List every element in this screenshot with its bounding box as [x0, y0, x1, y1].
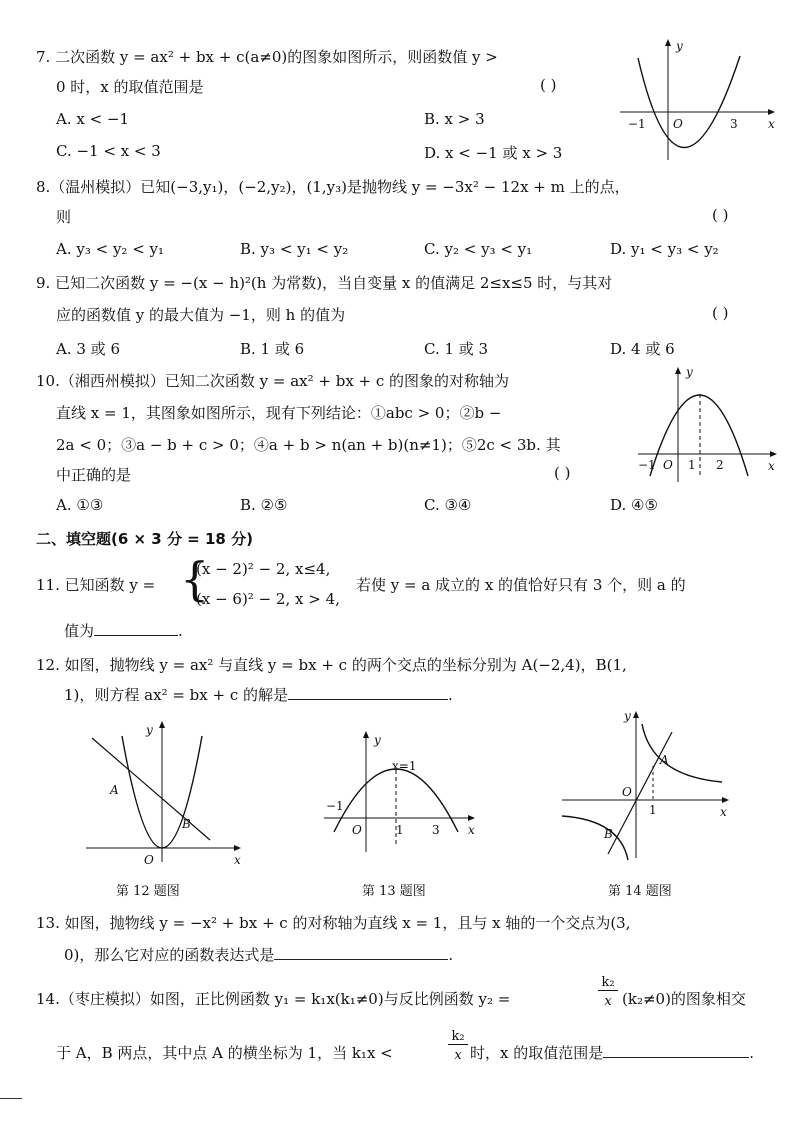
- q12-answer-blank[interactable]: [288, 684, 448, 700]
- q13-line1: 13. 如图，抛物线 y = −x² + bx + c 的对称轴为直线 x = 1，且与 x 轴的一个交点为(3,: [36, 914, 631, 932]
- q8-line1: 8.（温州模拟）已知(−3,y₁)，(−2,y₂)，(1,y₃)是抛物线 y = −3x² − 12x + m 上的点，: [36, 178, 630, 196]
- q14-fraction2-numerator: k₂: [448, 1030, 468, 1045]
- q8-option-d: D. y₁ < y₃ < y₂: [610, 240, 719, 258]
- q13-tick-minus1: −1: [326, 799, 344, 813]
- q14-line2b: 时，x 的取值范围是: [470, 1044, 604, 1062]
- q13-figure: [322, 726, 486, 860]
- q10-x-label: x: [768, 459, 775, 473]
- q7-line2: 0 时，x 的取值范围是: [56, 78, 204, 96]
- section-fill-in-title: 二、填空题(6 × 3 分 = 18 分): [36, 530, 253, 548]
- q7-answer-paren: ( ): [540, 76, 557, 94]
- q9-option-c: C. 1 或 3: [424, 340, 489, 358]
- q13-y-label: y: [374, 733, 381, 747]
- q13-figure-caption: 第 13 题图: [362, 884, 426, 899]
- q8-option-b: B. y₃ < y₁ < y₂: [240, 240, 349, 258]
- q10-option-b: B. ②⑤: [240, 496, 288, 514]
- q8-answer-paren: ( ): [712, 206, 729, 224]
- q9-option-b: B. 1 或 6: [240, 340, 305, 358]
- q14-point-a: A: [660, 753, 669, 767]
- q10-tick-1: 1: [688, 458, 696, 472]
- q10-origin-label: O: [663, 458, 673, 472]
- q14-fraction2-denominator: x: [454, 1048, 462, 1063]
- q14-x-label: x: [720, 805, 727, 819]
- q12-line1: 12. 如图，抛物线 y = ax² 与直线 y = bx + c 的两个交点的坐标分别为 A(−2,4)，B(1,: [36, 656, 627, 674]
- q10-y-label: y: [686, 365, 693, 379]
- q10-line4: 中正确的是: [56, 466, 132, 484]
- q11-case1: (x − 2)² − 2, x≤4,: [196, 560, 331, 578]
- q7-parabola-figure: [618, 38, 778, 162]
- q12-figure: [82, 716, 258, 866]
- q8-line2: 则: [56, 208, 72, 226]
- q13-origin-label: O: [352, 823, 362, 837]
- q14-fraction-numerator: k₂: [598, 976, 618, 991]
- q14-line1a: 14.（枣庄模拟）如图，正比例函数 y₁ = k₁x(k₁≠0)与反比例函数 y₂ =: [36, 990, 511, 1008]
- q11-line2-text: 值为: [64, 622, 95, 640]
- q7-option-a: A. x < −1: [56, 110, 130, 128]
- q7-option-d: D. x < −1 或 x > 3: [424, 144, 563, 162]
- q14-tick-1: 1: [649, 803, 657, 817]
- q10-option-d: D. ④⑤: [610, 496, 658, 514]
- q13-tick-1: 1: [396, 823, 404, 837]
- q9-option-a: A. 3 或 6: [56, 340, 120, 358]
- q9-answer-paren: ( ): [712, 304, 729, 322]
- q13-answer-blank[interactable]: [274, 944, 448, 960]
- q11-prefix: 11. 已知函数 y =: [36, 576, 156, 594]
- q11-line2: [64, 620, 183, 641]
- q11-end: .: [178, 622, 183, 640]
- q12-line2-text: 1)，则方程 ax² = bx + c 的解是: [64, 686, 289, 704]
- q10-option-c: C. ③④: [424, 496, 472, 514]
- q12-point-b: B: [182, 817, 191, 831]
- q11-answer-blank[interactable]: [94, 620, 178, 636]
- q13-x-label: x: [468, 823, 475, 837]
- q10-line3: 2a < 0；③a − b + c > 0；④a + b > n(an + b)(n≠1)；⑤2c < 3b. 其: [56, 436, 561, 454]
- q12-x-label: x: [234, 853, 241, 866]
- q13-axis-label: x=1: [392, 759, 417, 773]
- q12-end: .: [448, 686, 453, 704]
- q14-line2a: 于 A，B 两点，其中点 A 的横坐标为 1，当 k₁x <: [56, 1044, 393, 1062]
- q14-point-b: B: [604, 827, 613, 841]
- q14-line1b: (k₂≠0)的图象相交: [622, 990, 746, 1008]
- q11-suffix: 若使 y = a 成立的 x 的值恰好只有 3 个，则 a 的: [356, 576, 686, 594]
- q12-figure-caption: 第 12 题图: [116, 884, 180, 899]
- q13-end: .: [448, 946, 454, 964]
- q7-y-label: y: [676, 39, 683, 53]
- page-corner-mark: [0, 1098, 22, 1099]
- q7-tick-minus1: −1: [628, 117, 646, 131]
- q10-tick-minus1: −1: [638, 458, 656, 472]
- q14-end: .: [749, 1044, 755, 1062]
- q14-fraction-denominator: x: [604, 994, 612, 1009]
- q14-y-label: y: [624, 709, 631, 723]
- q8-option-c: C. y₂ < y₃ < y₁: [424, 240, 533, 258]
- q7-tick-3: 3: [730, 117, 738, 131]
- q10-tick-2: 2: [716, 458, 724, 472]
- q14-origin-label: O: [622, 785, 632, 799]
- q11-case2: (x − 6)² − 2, x > 4,: [196, 590, 340, 608]
- q14-line2b-wrap: [470, 1042, 754, 1063]
- q9-option-d: D. 4 或 6: [610, 340, 675, 358]
- q9-line2: 应的函数值 y 的最大值为 −1，则 h 的值为: [56, 306, 346, 324]
- q13-tick-3: 3: [432, 823, 440, 837]
- q14-answer-blank[interactable]: [603, 1042, 749, 1058]
- q12-point-a: A: [110, 783, 119, 797]
- q7-origin-label: O: [673, 117, 683, 131]
- q10-line2: 直线 x = 1，其图象如图所示，现有下列结论：①abc > 0；②b −: [56, 404, 502, 422]
- q7-line1: 7. 二次函数 y = ax² + bx + c(a≠0)的图象如图所示，则函数值 y >: [36, 48, 498, 66]
- q9-line1: 9. 已知二次函数 y = −(x − h)²(h 为常数)，当自变量 x 的值满足 2≤x≤5 时，与其对: [36, 274, 613, 292]
- q11-brace: {: [180, 552, 210, 606]
- q10-parabola-figure: [636, 364, 782, 484]
- q10-answer-paren: ( ): [554, 464, 571, 482]
- q8-option-a: A. y₃ < y₂ < y₁: [56, 240, 165, 258]
- q13-line2-text: 0)，那么它对应的函数表达式是: [64, 946, 275, 964]
- q7-x-label: x: [768, 117, 775, 131]
- q13-line2: [64, 944, 453, 965]
- q14-figure: [560, 706, 740, 862]
- q7-option-b: B. x > 3: [424, 110, 485, 128]
- q12-y-label: y: [146, 723, 153, 737]
- q12-origin-label: O: [144, 853, 154, 866]
- q10-line1: 10.（湘西州模拟）已知二次函数 y = ax² + bx + c 的图象的对称轴为: [36, 372, 510, 390]
- q14-figure-caption: 第 14 题图: [608, 884, 672, 899]
- q12-line2: [64, 684, 453, 705]
- q10-option-a: A. ①③: [56, 496, 104, 514]
- q7-option-c: C. −1 < x < 3: [56, 142, 161, 160]
